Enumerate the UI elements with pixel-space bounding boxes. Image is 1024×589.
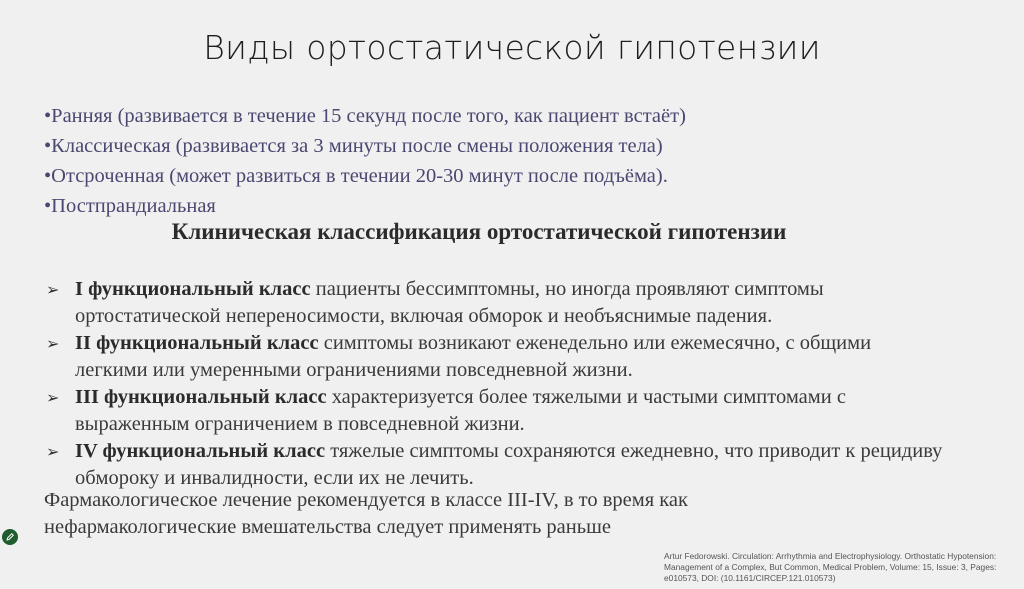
pencil-glyph [5, 532, 15, 542]
class-description: симптомы возникают еженедельно или ежемесячно, с общими легкими или умеренными ограничениями повседневной жизни. [75, 332, 872, 381]
class-item-3 [44, 384, 944, 438]
citation-footnote: Artur Fedorowski. Circulation: Arrhythmia and Electrophysiology. Orthostatic Hypotension: Management of a Complex, But Common, Medical Problem, Volume: 15, Issue: 3, Pages: e010573, DOI: (10.1161/CIRCEP.121.010573) [664, 551, 997, 583]
class-name: IV функциональный класс [75, 440, 326, 462]
pencil-icon[interactable] [2, 529, 18, 545]
classification-heading: Клиническая классификация ортостатической гипотензии [171, 219, 787, 244]
type-item-classic: •Классическая (развивается за 3 минуты после смены положения тела) [44, 135, 663, 157]
type-item-postprandial: •Постпрандиальная [44, 195, 216, 217]
class-name: III функциональный класс [75, 386, 327, 408]
orthostatic-types-list [44, 101, 686, 221]
arrow-bullet-icon: ➢ [46, 442, 60, 461]
class-description: характеризуется более тяжелыми и частыми симптомами с выраженным ограничением в повседневной жизни. [75, 386, 846, 435]
class-item-1 [44, 276, 944, 330]
arrow-bullet-icon: ➢ [46, 388, 60, 407]
class-name: II функциональный класс [75, 332, 319, 354]
class-name: I функциональный класс [75, 278, 311, 300]
arrow-bullet-icon: ➢ [46, 334, 60, 353]
treatment-conclusion: Фармакологическое лечение рекомендуется в классе III-IV, в то время как нефармакологические вмешательства следует применять раньше [44, 489, 688, 538]
class-item-4 [44, 438, 944, 492]
type-item-delayed: •Отсроченная (может развиться в течении 20-30 минут после подъёма). [44, 165, 668, 187]
arrow-bullet-icon: ➢ [46, 280, 60, 299]
type-item-early: •Ранняя (развивается в течение 15 секунд после того, как пациент встаёт) [44, 105, 686, 127]
class-description: тяжелые симптомы сохраняются ежедневно, что приводит к рецидиву обмороку и инвалидности, если их не лечить. [75, 440, 943, 489]
slide-title: Виды ортостатической гипотензии [203, 28, 821, 67]
class-item-2 [44, 330, 944, 384]
functional-classes-list [44, 276, 944, 492]
class-description: пациенты бессимптомны, но иногда проявляют симптомы ортостатической непереносимости, включая обморок и необъяснимые падения. [75, 278, 824, 327]
